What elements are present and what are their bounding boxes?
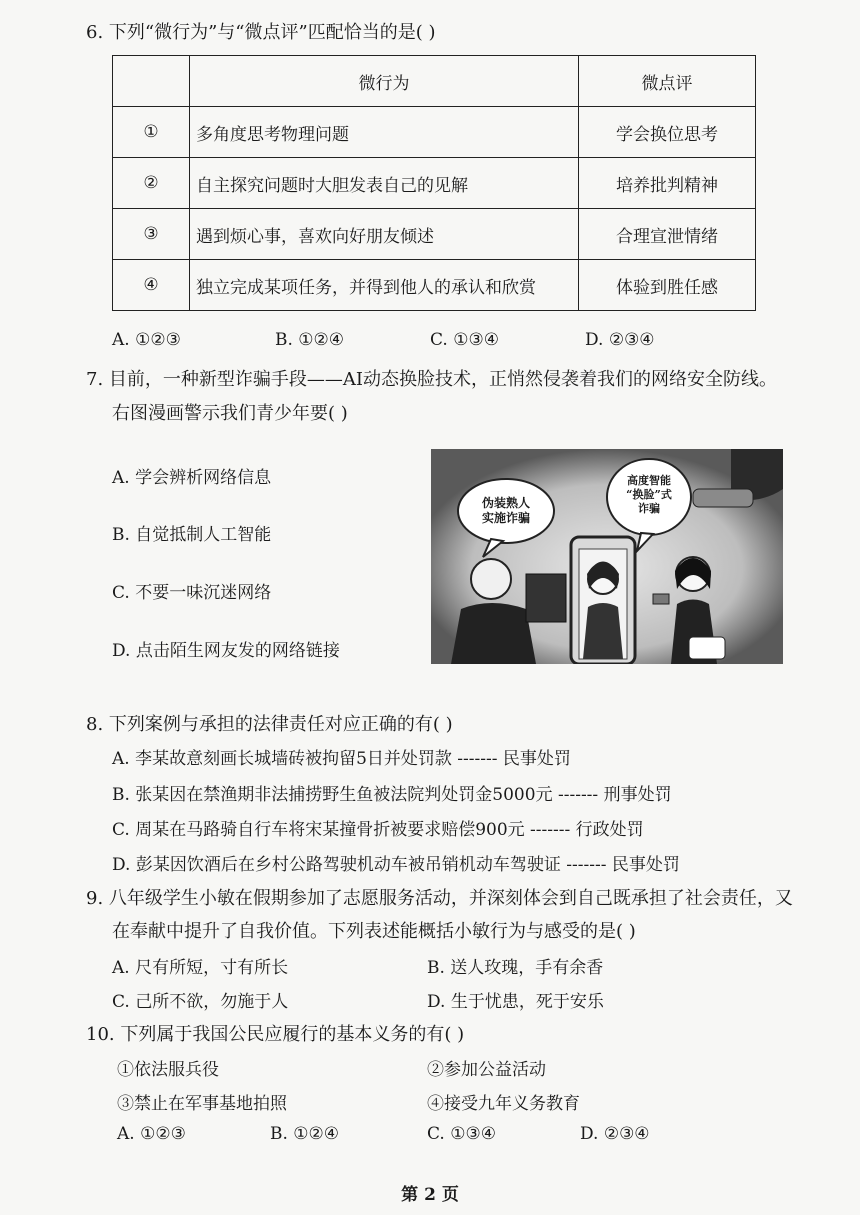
q9-stem-line2: 在奉献中提升了自我价值。下列表述能概括小敏行为与感受的是( )	[112, 921, 636, 942]
q7-option-d: D. 点击陌生网友发的网络链接	[112, 641, 340, 661]
q8-option-d: D. 彭某因饮酒后在乡村公路驾驶机动车被吊销机动车驾驶证 ------- 民事处罚	[112, 855, 680, 875]
row-comment: 学会换位思考	[579, 107, 756, 158]
table-row	[113, 158, 756, 209]
row-action: 多角度思考物理问题	[190, 107, 579, 158]
q10-item-4: ④接受九年义务教育	[427, 1094, 580, 1114]
row-action: 遇到烦心事，喜欢向好朋友倾述	[190, 209, 579, 260]
q10-option-d: D. ②③④	[580, 1124, 650, 1144]
q7-option-b: B. 自觉抵制人工智能	[112, 525, 272, 545]
q10-stem: 10. 下列属于我国公民应履行的基本义务的有( )	[86, 1024, 465, 1045]
row-number: ②	[113, 158, 190, 209]
bubble-2-line-3: 诈骗	[638, 502, 660, 515]
q10-option-b: B. ①②④	[270, 1124, 340, 1144]
q7-option-c: C. 不要一味沉迷网络	[112, 583, 272, 603]
row-number: ①	[113, 107, 190, 158]
q7-cartoon	[431, 449, 783, 664]
q10-option-c: C. ①③④	[427, 1124, 496, 1144]
q9-option-b: B. 送人玫瑰，手有余香	[427, 958, 604, 978]
q6-option-c: C. ①③④	[430, 330, 499, 350]
bubble-2-line-1: 高度智能	[627, 474, 671, 487]
q6-header-blank	[113, 56, 190, 107]
q6-stem: 6. 下列“微行为”与“微点评”匹配恰当的是( )	[86, 22, 436, 43]
q10-item-2: ②参加公益活动	[427, 1060, 546, 1080]
q10-option-a: A. ①②③	[117, 1124, 186, 1144]
table-row	[113, 260, 756, 311]
q8-option-b: B. 张某因在禁渔期非法捕捞野生鱼被法院判处罚金5000元 ------- 刑事处罚	[112, 785, 672, 805]
cartoon-bubble-2	[616, 474, 682, 516]
bubble-2-line-2: “换脸”式	[626, 488, 672, 501]
q10-item-1: ①依法服兵役	[117, 1060, 219, 1080]
row-action: 独立完成某项任务，并得到他人的承认和欣赏	[190, 260, 579, 311]
q7-stem-line1: 7. 目前，一种新型诈骗手段——AI动态换脸技术，正悄然侵袭着我们的网络安全防线。	[86, 369, 778, 390]
row-number: ③	[113, 209, 190, 260]
q6-option-a: A. ①②③	[112, 330, 181, 350]
bubble-1-line-1: 伪装熟人	[481, 496, 530, 510]
q6-header-row	[113, 56, 756, 107]
q7-option-a: A. 学会辨析网络信息	[112, 468, 272, 488]
q10-item-3: ③禁止在军事基地拍照	[117, 1094, 287, 1114]
q9-stem-line1: 9. 八年级学生小敏在假期参加了志愿服务活动，并深刻体会到自己既承担了社会责任，又	[86, 888, 793, 909]
cartoon-illustration	[431, 449, 783, 664]
q8-option-c: C. 周某在马路骑自行车将宋某撞骨折被要求赔偿900元 ------- 行政处罚	[112, 820, 644, 840]
row-comment: 合理宣泄情绪	[579, 209, 756, 260]
page-number: 第 2 页	[401, 1185, 459, 1205]
table-row	[113, 209, 756, 260]
q8-option-a: A. 李某故意刻画长城墙砖被拘留5日并处罚款 ------- 民事处罚	[112, 749, 571, 769]
q9-option-c: C. 己所不欲，勿施于人	[112, 992, 289, 1012]
q8-stem: 8. 下列案例与承担的法律责任对应正确的有( )	[86, 714, 453, 735]
q6-table	[112, 55, 756, 311]
row-comment: 体验到胜任感	[579, 260, 756, 311]
table-row	[113, 107, 756, 158]
q6-option-b: B. ①②④	[275, 330, 345, 350]
cartoon-bubble-1	[476, 496, 536, 526]
row-comment: 培养批判精神	[579, 158, 756, 209]
q9-option-a: A. 尺有所短，寸有所长	[112, 958, 289, 978]
row-action: 自主探究问题时大胆发表自己的见解	[190, 158, 579, 209]
bubble-1-line-2: 实施诈骗	[481, 511, 530, 525]
q6-header-action: 微行为	[190, 56, 579, 107]
q9-option-d: D. 生于忧患，死于安乐	[427, 992, 604, 1012]
q7-stem-line2: 右图漫画警示我们青少年要( )	[112, 403, 348, 424]
row-number: ④	[113, 260, 190, 311]
q6-option-d: D. ②③④	[585, 330, 655, 350]
q6-header-comment: 微点评	[579, 56, 756, 107]
